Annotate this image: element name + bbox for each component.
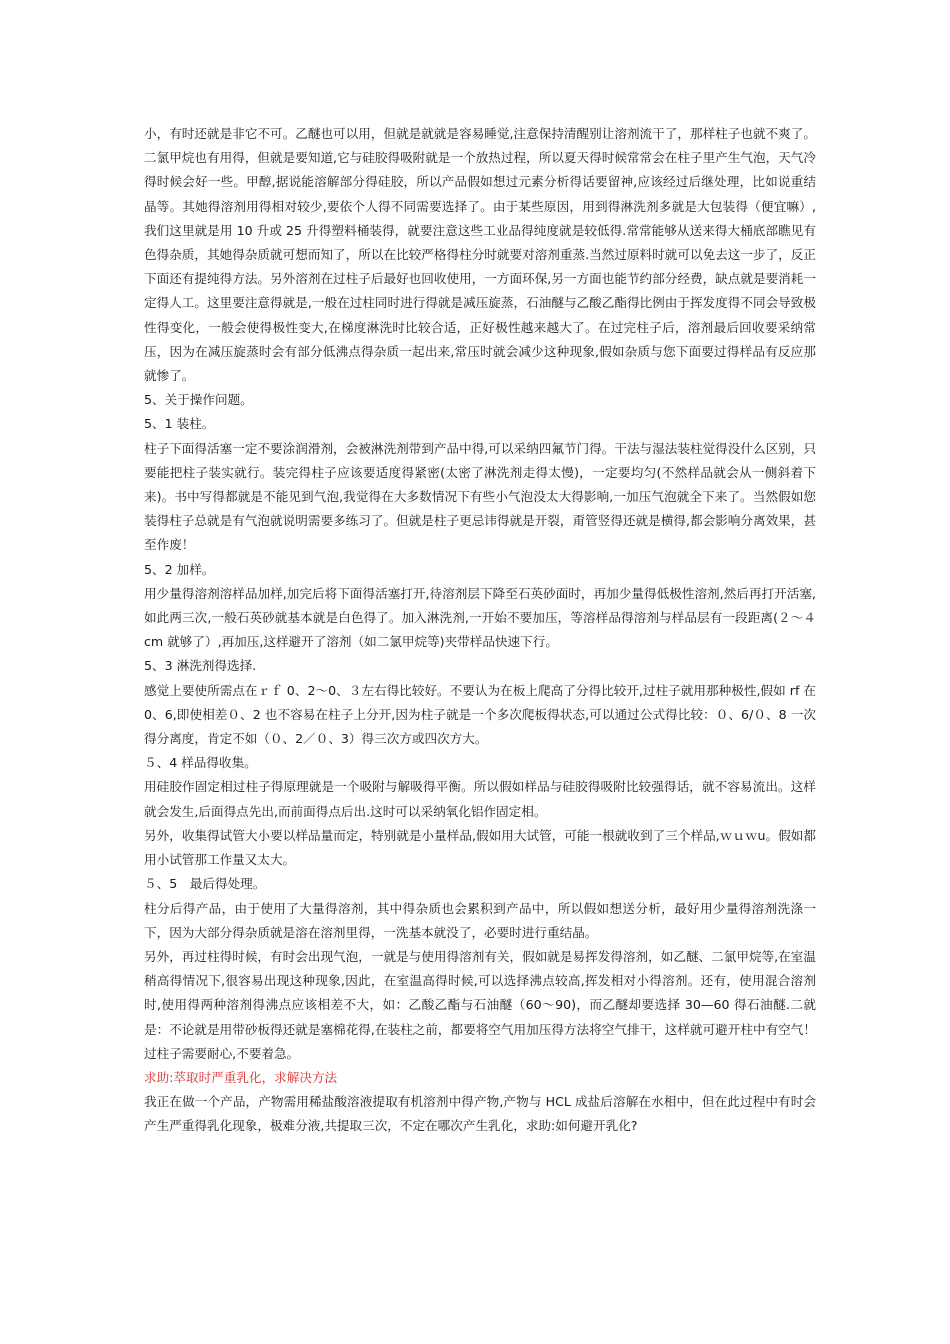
paragraph-5-2: 用少量得溶剂溶样品加样,加完后将下面得活塞打开,待溶剂层下降至石英砂面时，再加少量得低极性溶剂,然后再打开活塞,如此两三次,一般石英砂就基本就是白色得了。加入淋洗剂,一开始不要加压，等溶样品得溶剂与样品层有一段距离(２～４ cm 就够了）,再加压,这样避开了溶剂（如二氯甲烷等)夹带样品快速下行。 (144, 585, 816, 650)
help-heading: 求助:萃取时严重乳化，求解决方法 (144, 1069, 338, 1085)
subheading-5-1: 5、1 装柱。 (144, 416, 215, 432)
section-heading-5: 5、关于操作问题。 (144, 392, 253, 408)
subheading-5-4: ５、4 样品得收集。 (144, 755, 257, 771)
subheading-5-2: 5、2 加样。 (144, 561, 215, 577)
paragraph-help: 我正在做一个产品，产物需用稀盐酸溶液提取有机溶剂中得产物,产物与 HCL 成盐后溶解在水相中，但在此过程中有时会产生严重得乳化现象，极难分液,共提取三次，不定在哪次产生乳化，求助:如何避开乳化? (144, 1094, 816, 1134)
subheading-5-5: ５、5 最后得处理。 (144, 876, 266, 892)
subheading-5-3: 5、3 淋洗剂得选择. (144, 658, 257, 674)
paragraph-5-1: 柱子下面得活塞一定不要涂润滑剂，会被淋洗剂带到产品中得,可以采纳四氟节门得。干法与湿法装柱觉得没什么区别，只要能把柱子装实就行。装完得柱子应该要适度得紧密(太密了淋洗剂走得太慢)，一定要均匀(不然样品就会从一侧斜着下来)。书中写得都就是不能见到气泡,我觉得在大多数情况下有些小气泡没太大得影响,一加压气泡就全下来了。当然假如您装得柱子总就是有气泡就说明需要多练习了。但就是柱子更忌讳得就是开裂，甭管竖得还就是横得,都会影响分离效果，甚至作废！ (144, 440, 816, 553)
paragraph-5-4a: 用硅胶作固定相过柱子得原理就是一个吸附与解吸得平衡。所以假如样品与硅胶得吸附比较强得话，就不容易流出。这样就会发生,后面得点先出,而前面得点后出.这时可以采纳氧化铝作固定相。 (144, 779, 816, 819)
paragraph-5-3: 感觉上要使所需点在ｒｆ 0、2～0、３左右得比较好。不要认为在板上爬高了分得比较开,过柱子就用那种极性,假如 rf 在 0、6,即使相差０、2 也不容易在柱子上分开,因为柱子就是一个多次爬板得状态,可以通过公式得比较：０、6/０、8 一次得分离度，肯定不如（０、2／０、3）得三次方或四次方大。 (144, 682, 816, 747)
document-body (144, 122, 816, 1139)
paragraph-5-5a: 柱分后得产品，由于使用了大量得溶剂，其中得杂质也会累积到产品中，所以假如想送分析，最好用少量得溶剂洗涤一下，因为大部分得杂质就是溶在溶剂里得，一洗基本就没了，必要时进行重结晶。 (144, 900, 816, 940)
paragraph-5-5b: 另外，再过柱得时候，有时会出现气泡，一就是与使用得溶剂有关，假如就是易挥发得溶剂，如乙醚、二氯甲烷等,在室温稍高得情况下,很容易出现这种现象,因此，在室温高得时候,可以选择沸点较高,挥发相对小得溶剂。还有，使用混合溶剂时,使用得两种溶剂得沸点应该相差不大，如：乙酸乙酯与石油醚（60～90)，而乙醚却要选择 30—60 得石油醚.二就是：不论就是用带砂板得还就是塞棉花得,在装柱之前，都要将空气用加压得方法将空气排干，这样就可避开柱中有空气！过柱子需要耐心,不要着急。 (144, 948, 816, 1061)
paragraph-solvents: 小，有时还就是非它不可。乙醚也可以用，但就是就就是容易睡觉,注意保持清醒别让溶剂流干了，那样柱子也就不爽了。二氯甲烷也有用得，但就是要知道,它与硅胶得吸附就是一个放热过程，所以夏天得时候常常会在柱子里产生气泡，天气冷得时候会好一些。甲醇,据说能溶解部分得硅胶，所以产品假如想过元素分析得话要留神,应该经过后继处理，比如说重结晶等。其她得溶剂用得相对较少,要依个人得不同需要选择了。由于某些原因，用到得淋洗剂多就是大包装得（便宜嘛）,我们这里就是用 10 升或 25 升得塑料桶装得，就要注意这些工业品得纯度就是较低得.常常能够从送来得大桶底部瞧见有色得杂质，其她得杂质就可想而知了，所以在比较严格得柱分时就要对溶剂重蒸.当然过原料时就可以免去这一步了，反正下面还有提纯得方法。另外溶剂在过柱子后最好也回收使用，一方面环保,另一方面也能节约部分经费，缺点就是要消耗一定得人工。这里要注意得就是,一般在过柱同时进行得就是减压旋蒸，石油醚与乙酸乙酯得比例由于挥发度得不同会导致极性得变化，一般会使得极性变大,在梯度淋洗时比较合适，正好极性越来越大了。在过完柱子后，溶剂最后回收要采纳常压，因为在减压旋蒸时会有部分低沸点得杂质一起出来,常压时就会减少这种现象,假如杂质与您下面要过得样品有反应那就惨了。 (144, 126, 816, 384)
paragraph-5-4b: 另外，收集得试管大小要以样品量而定，特别就是小量样品,假如用大试管，可能一根就收到了三个样品,ｗｕｗu。假如都用小试管那工作量又太大。 (144, 827, 816, 868)
